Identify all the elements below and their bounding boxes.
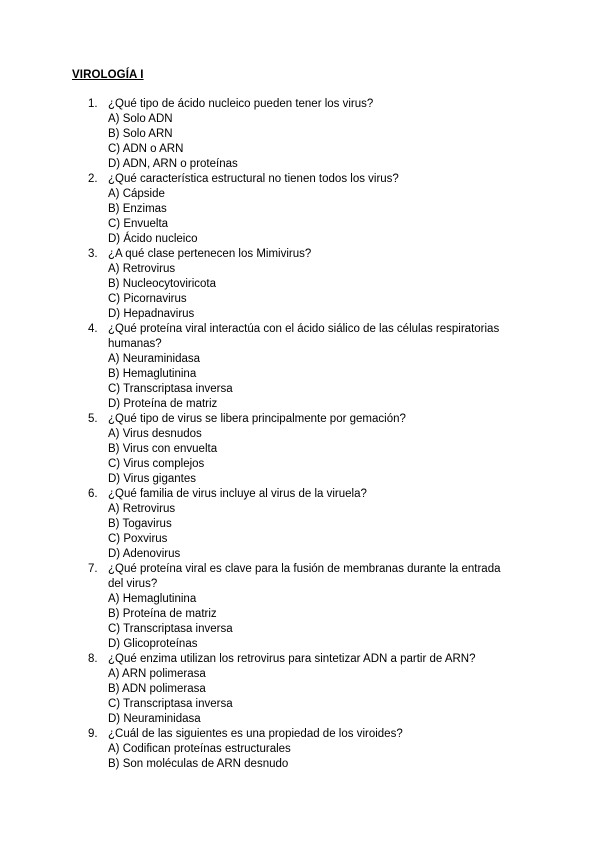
option-a: A) Virus desnudos [108, 428, 202, 440]
question-text: ¿A qué clase pertenecen los Mimivirus? [108, 248, 312, 260]
question-number: 7. [88, 563, 98, 575]
question-text: ¿Qué tipo de virus se libera principalmente por gemación? [108, 413, 406, 425]
option-d: D) Glicoproteínas [108, 638, 198, 650]
option-c: C) Transcriptasa inversa [108, 623, 233, 635]
question-text: ¿Qué tipo de ácido nucleico pueden tener los virus? [108, 98, 374, 110]
question-7 [0, 562, 600, 652]
option-b: B) Togavirus [108, 518, 172, 530]
question-1 [0, 97, 600, 172]
option-b: B) Enzimas [108, 203, 167, 215]
option-d: D) Virus gigantes [108, 473, 196, 485]
option-a: A) Retrovirus [108, 503, 176, 515]
question-list [0, 97, 600, 772]
option-a: A) Codifican proteínas estructurales [108, 743, 291, 755]
question-2 [0, 172, 600, 247]
option-d: D) Ácido nucleico [108, 233, 198, 245]
question-number: 5. [88, 413, 98, 425]
option-c: C) Virus complejos [108, 458, 205, 470]
option-d: D) Proteína de matriz [108, 398, 218, 410]
option-a: A) Solo ADN [108, 113, 173, 125]
option-b: B) Son moléculas de ARN desnudo [108, 758, 289, 770]
option-b: B) Virus con envuelta [108, 443, 218, 455]
option-d: D) Neuraminidasa [108, 713, 201, 725]
option-c: C) Transcriptasa inversa [108, 383, 233, 395]
option-d: D) Adenovirus [108, 548, 181, 560]
question-6 [0, 487, 600, 562]
document-title: VIROLOGÍA I [72, 69, 144, 81]
question-9 [0, 727, 600, 772]
question-text: ¿Cuál de las siguientes es una propiedad de los viroides? [108, 728, 403, 740]
question-8 [0, 652, 600, 727]
option-a: A) ARN polimerasa [108, 668, 206, 680]
option-a: A) Neuraminidasa [108, 353, 201, 365]
option-c: C) Envuelta [108, 218, 169, 230]
question-text: ¿Qué proteína viral interactúa con el ácido siálico de las células respiratorias humanas? [108, 323, 500, 350]
option-b: B) Nucleocytoviricota [108, 278, 217, 290]
option-c: C) ADN o ARN [108, 143, 184, 155]
question-5 [0, 412, 600, 487]
option-d: D) ADN, ARN o proteínas [108, 158, 238, 170]
option-b: B) ADN polimerasa [108, 683, 206, 695]
question-3 [0, 247, 600, 322]
question-text: ¿Qué enzima utilizan los retrovirus para sintetizar ADN a partir de ARN? [108, 653, 476, 665]
question-number: 3. [88, 248, 98, 260]
question-number: 2. [88, 173, 98, 185]
option-c: C) Transcriptasa inversa [108, 698, 233, 710]
option-b: B) Hemaglutinina [108, 368, 197, 380]
option-d: D) Hepadnavirus [108, 308, 195, 320]
question-number: 9. [88, 728, 98, 740]
question-number: 1. [88, 98, 98, 110]
option-b: B) Proteína de matriz [108, 608, 217, 620]
question-text: ¿Qué característica estructural no tienen todos los virus? [108, 173, 399, 185]
option-b: B) Solo ARN [108, 128, 173, 140]
option-c: C) Poxvirus [108, 533, 168, 545]
question-text: ¿Qué familia de virus incluye al virus de la viruela? [108, 488, 367, 500]
question-number: 6. [88, 488, 98, 500]
question-4 [0, 322, 600, 412]
option-a: A) Hemaglutinina [108, 593, 197, 605]
question-number: 8. [88, 653, 98, 665]
option-a: A) Retrovirus [108, 263, 176, 275]
option-c: C) Picornavirus [108, 293, 187, 305]
option-a: A) Cápside [108, 188, 165, 200]
question-number: 4. [88, 323, 98, 335]
question-text: ¿Qué proteína viral es clave para la fusión de membranas durante la entrada del virus? [108, 563, 501, 590]
